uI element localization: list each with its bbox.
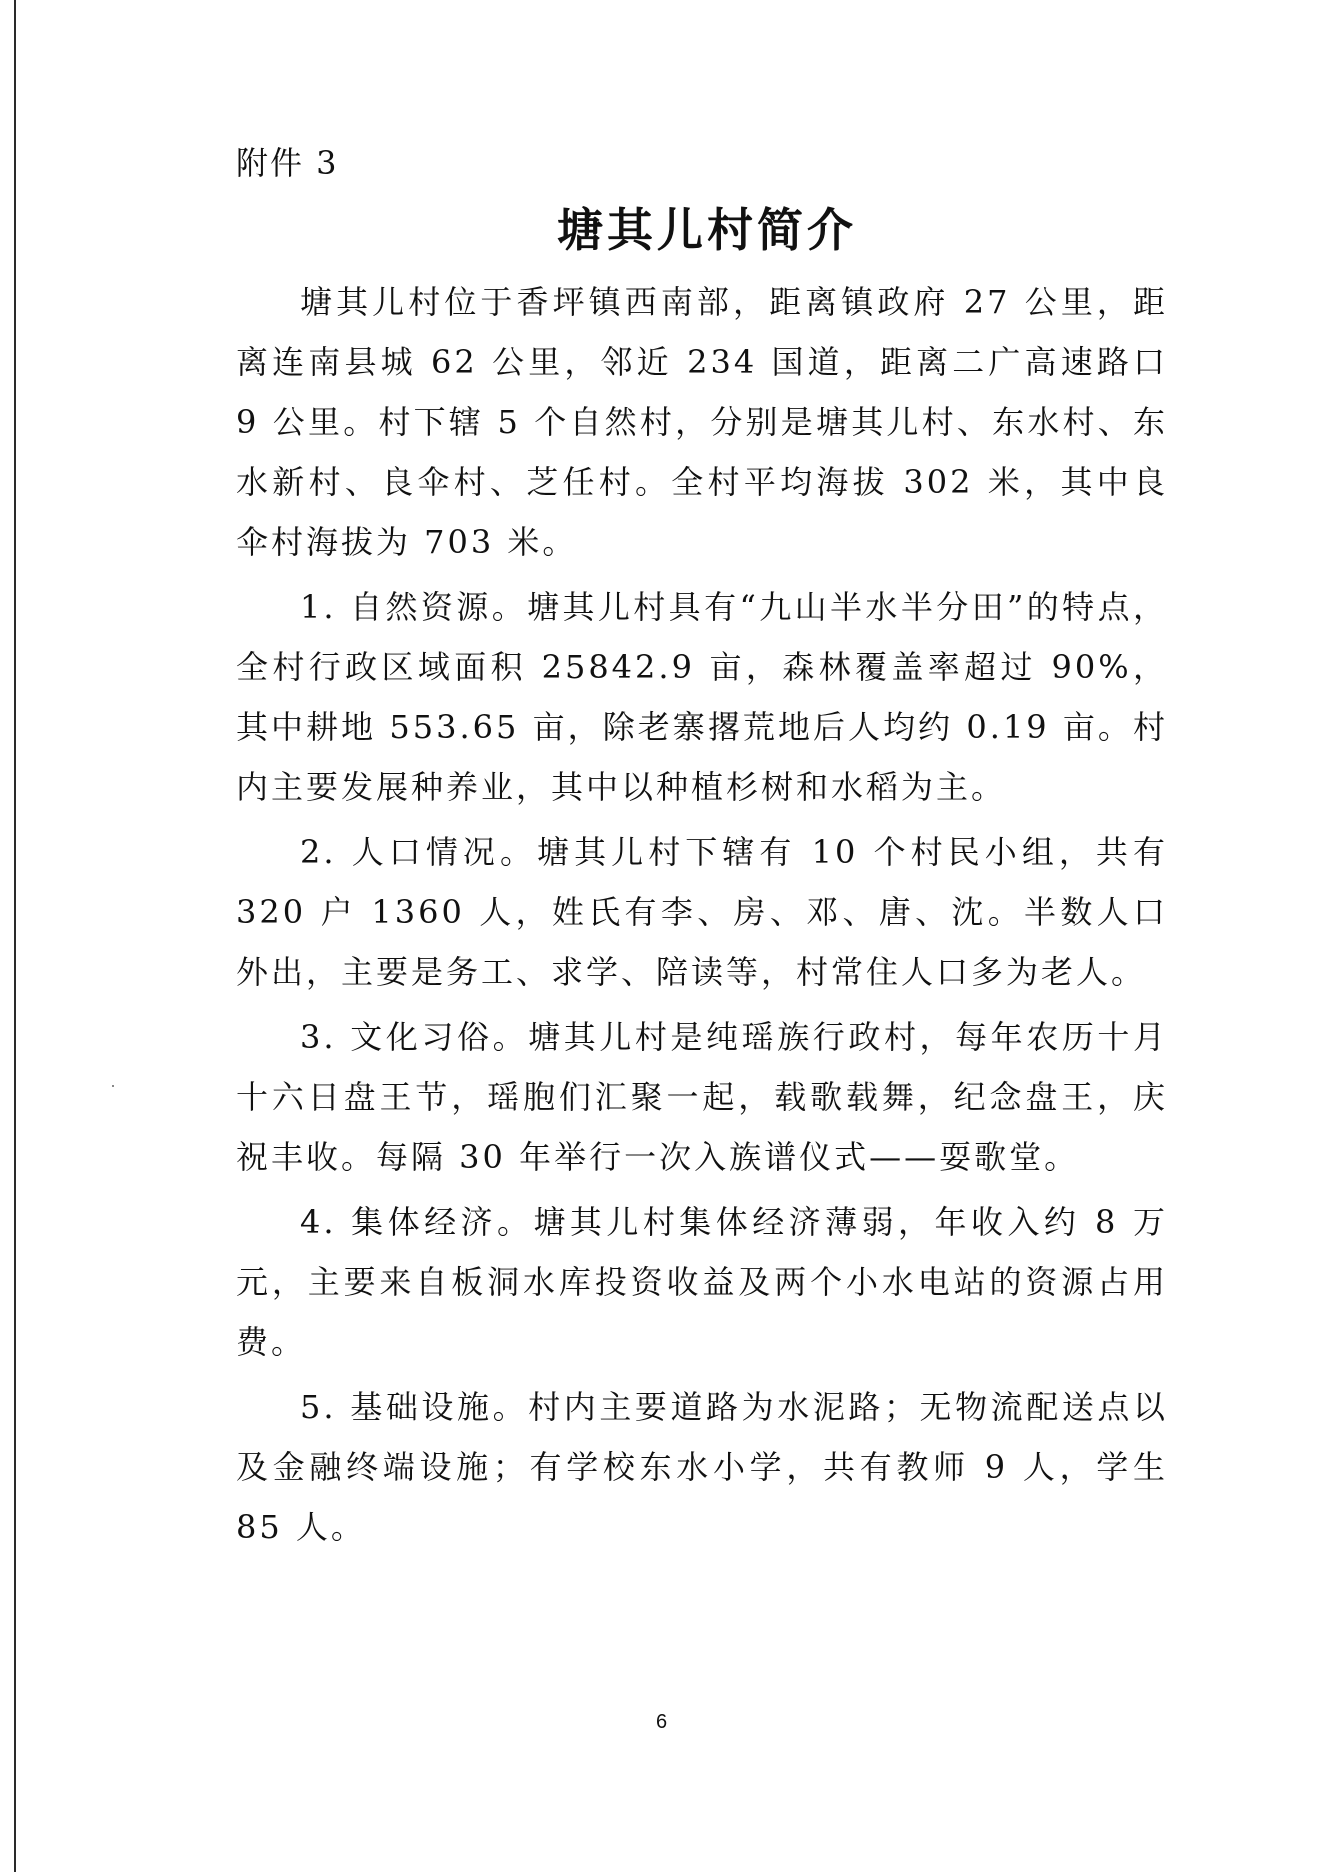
attachment-label: 附件 3 — [236, 144, 339, 182]
section-culture — [236, 1007, 1168, 1187]
intro-paragraph: 塘其儿村位于香坪镇西南部，距离镇政府 27 公里，距离连南县城 62 公里，邻近 234 国道，距离二广高速路口 9 公里。村下辖 5 个自然村，分别是塘其儿村、东水村、东水新村、良伞村、芝任村。全村平均海拔 302 米，其中良伞村海拔为 703 米。 — [236, 283, 1168, 561]
section-heading: 3. 文化习俗。 — [300, 1018, 529, 1056]
section-population — [236, 822, 1168, 1002]
section-heading: 4. 集体经济。 — [300, 1203, 534, 1241]
section-infrastructure — [236, 1377, 1168, 1557]
section-text: 塘其儿村下辖有 10 个村民小组，共有 320 户 1360 人，姓氏有李、房、邓、唐、沈。半数人口外出，主要是务工、求学、陪读等，村常住人口多为老人。 — [236, 833, 1168, 991]
section-heading: 5. 基础设施。 — [300, 1388, 529, 1426]
document-page — [236, 140, 1168, 1562]
section-text: 村内主要道路为水泥路；无物流配送点以及金融终端设施；有学校东水小学，共有教师 9 人，学生 85 人。 — [236, 1388, 1168, 1546]
section-heading: 1. 自然资源。 — [300, 588, 528, 626]
scan-speck — [112, 1085, 114, 1087]
section-text: 塘其儿村是纯瑶族行政村，每年农历十月十六日盘王节，瑶胞们汇聚一起，载歌载舞，纪念盘王，庆祝丰收。每隔 30 年举行一次入族谱仪式——耍歌堂。 — [236, 1018, 1168, 1176]
section-text: 塘其儿村集体经济薄弱，年收入约 8 万元，主要来自板洞水库投资收益及两个小水电站的资源占用费。 — [236, 1203, 1168, 1361]
section-text: 塘其儿村具有“九山半水半分田”的特点，全村行政区域面积 25842.9 亩，森林覆盖率超过 90%，其中耕地 553.65 亩，除老寨撂荒地后人均约 0.19 亩。村内主要发展种养业，其中以种植杉树和水稻为主。 — [236, 588, 1168, 806]
scan-border-line — [14, 0, 16, 1872]
document-title: 塘其儿村简介 — [557, 203, 857, 257]
page-number: 6 — [655, 1711, 668, 1733]
section-economy — [236, 1192, 1168, 1372]
section-natural-resources — [236, 577, 1168, 817]
section-heading: 2. 人口情况。 — [300, 833, 538, 871]
